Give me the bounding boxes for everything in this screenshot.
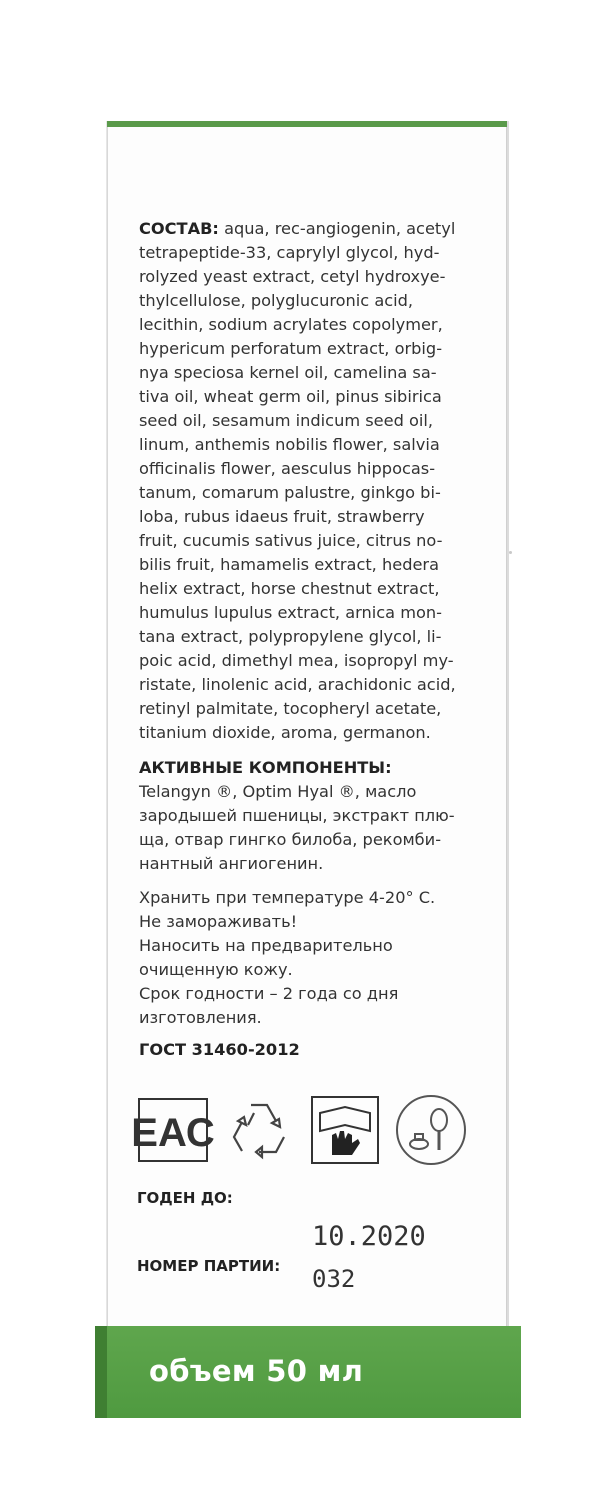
hand-book-icon — [309, 1093, 381, 1167]
active-components-text: Telangyn ®, Optim Hyal ®, масло зародышей пшеницы, экстракт плю- ща, отвар гингко билоба, рекомби- нантный ангиогенин. — [139, 782, 455, 873]
composition-block — [139, 217, 469, 745]
eac-mark-icon — [131, 1093, 215, 1167]
expiry-label: ГОДЕН ДО: — [137, 1189, 233, 1207]
certification-icons — [131, 1090, 467, 1170]
composition-label: СОСТАВ: — [139, 219, 219, 238]
batch-value: 032 — [312, 1265, 356, 1293]
package-side — [106, 121, 509, 1418]
volume-band — [95, 1326, 521, 1418]
storage-instructions: Хранить при температуре 4-20° С. Не замораживать! Наносить на предварительно очищенную кожу. Срок годности – 2 года со дня изготовления. — [139, 888, 436, 1027]
composition-text: aqua, rec-angiogenin, acetyl tetrapeptide-33, caprylyl glycol, hyd- rolyzed yeast extract, cetyl hydroxye- thylcellulose, polyglucuronic acid, lecithin, sodium acrylates copolymer, hypericum perforatum extract, orbig- nya speciosa kernel oil, camelina sa- tiva oil, wheat germ oil, pinus sibirica seed oil, sesamum indicum seed oil, linum, anthemis nobilis flower, salvia officinalis flower, aesculus hippocas- tanum, comarum palustre, ginkgo bi- loba, rubus idaeus fruit, strawberry fruit, cucumis sativus juice, citrus no- bilis fruit, hamamelis extract, hedera helix extract, horse chestnut extract, humulus lupulus extract, arnica mon- tana extract, polypropylene glycol, li- poic acid, dimethyl mea, isopropyl my- ristate, linolenic acid, arachidonic acid, retinyl palmitate, tocopheryl acetate, titanium dioxide, aroma, germanon. — [139, 219, 456, 742]
eac-text: ЕАС — [131, 1111, 215, 1155]
cosmetics-mirror-icon — [395, 1093, 467, 1167]
print-dot — [509, 551, 512, 554]
expiry-value: 10.2020 — [312, 1221, 426, 1252]
recycle-icon — [223, 1093, 295, 1167]
volume-text: объем 50 мл — [149, 1354, 364, 1388]
batch-label: НОМЕР ПАРТИИ: — [137, 1257, 281, 1275]
top-green-edge — [107, 121, 507, 127]
active-components-title: АКТИВНЫЕ КОМПОНЕНТЫ: — [139, 758, 392, 777]
gost-standard: ГОСТ 31460-2012 — [139, 1040, 300, 1059]
text-column — [139, 217, 469, 1062]
